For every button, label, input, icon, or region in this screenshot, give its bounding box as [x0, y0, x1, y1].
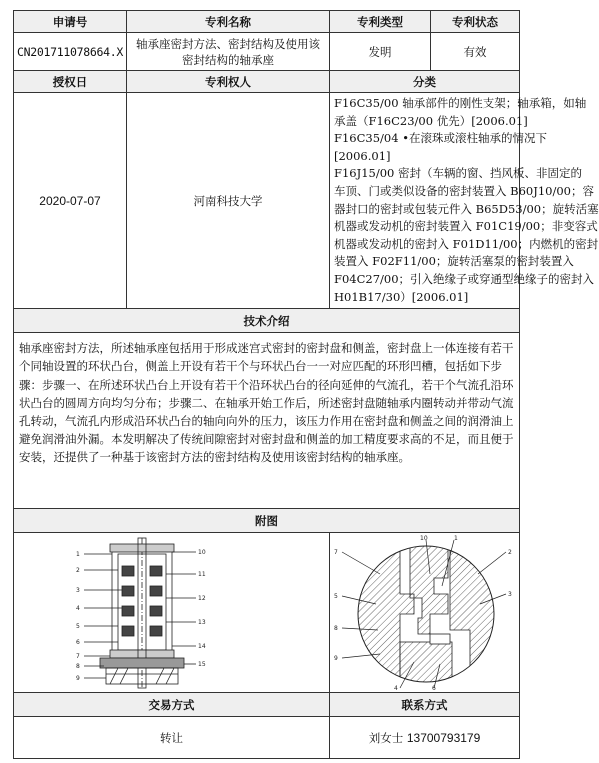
- patent-type-header: 专利类型: [330, 11, 431, 33]
- classification-line: F16C35/04 •在滚珠或滚柱轴承的情况下: [334, 131, 547, 146]
- figure-label: 3: [76, 586, 80, 594]
- trade-method-value: 转让: [14, 717, 330, 759]
- classification-line: 承盖（F16C23/00 优先）[2006.01]: [334, 113, 528, 128]
- grant-date-header: 授权日: [14, 71, 127, 93]
- figures-header: 附图: [14, 509, 520, 533]
- patent-name-header: 专利名称: [127, 11, 330, 33]
- contact-value: [330, 717, 520, 759]
- figure-label: 7: [334, 548, 338, 556]
- classification-line: 机器或发动机的密封装置入 F01C19/00；非变容式: [334, 219, 598, 234]
- intro-text: 轴承座密封方法，所述轴承座包括用于形成迷宫式密封的密封盘和侧盖，密封盘上一体连接有若干个同轴设置的环状凸台，侧盖上开设有若干个与环状凸台一一对应匹配的环形凹槽，包括如下步骤：步骤一、在所述环状凸台上开设有若干个沿环状凸台的径向延伸的气流孔，若干个气流孔沿环状凸台的圆周方向均匀分布；步骤二、在轴承开始工作后，所述密封盘随轴承内圈转动并带动气流孔转动，气流孔内形成沿环状凸台的轴向向外的压力，该压力作用在密封盘和侧盖之间的润滑油上避免润滑油外漏。本发明解决了传统间隙密封对密封盘和侧盖的加工精度要求高的不足，而且便于安装，还提供了一种基于该密封方法的密封结构及使用该密封结构的轴承座。: [14, 333, 520, 509]
- figure-label: 14: [198, 642, 206, 650]
- classification-line: 机器或发动机的密封入 F01D11/00；内燃机的密封: [334, 236, 599, 251]
- classification-line: 装置入 F02F11/00；旋转活塞泵的密封装置入: [334, 254, 574, 269]
- patent-sheet: [13, 10, 599, 753]
- contact-name: 刘女士: [368, 730, 404, 745]
- figure-label: 6: [76, 638, 80, 646]
- figure-label: 9: [76, 674, 80, 682]
- figure-label: 12: [198, 594, 206, 602]
- figure-label: 5: [76, 622, 80, 630]
- figure-label: 5: [334, 592, 338, 600]
- grant-date-value: 2020-07-07: [14, 93, 127, 309]
- figure-label: 4: [76, 604, 80, 612]
- patent-name-value: 轴承座密封方法、密封结构及使用该密封结构的轴承座: [127, 33, 330, 71]
- app-no-header: 申请号: [14, 11, 127, 33]
- patent-status-value: 有效: [431, 33, 520, 71]
- figure-label: 4: [394, 684, 398, 692]
- classification-header: 分类: [330, 71, 520, 93]
- patent-type-value: 发明: [330, 33, 431, 71]
- owner-value: 河南科技大学: [127, 93, 330, 309]
- figure-label: 15: [198, 660, 206, 668]
- classification-line: 器封口的密封或包装元件入 B65D53/00；旋转活塞: [334, 201, 599, 216]
- classification-list: [330, 93, 599, 309]
- trade-method-header: 交易方式: [14, 693, 330, 717]
- figure-label: 8: [76, 662, 80, 670]
- figure-label: 11: [198, 570, 206, 578]
- bearing-housing-drawing: [14, 534, 266, 692]
- seal-detail-drawing: [330, 534, 520, 692]
- figure-label: 8: [334, 624, 338, 632]
- figure-label: 6: [432, 684, 436, 692]
- figure-right-cell: [330, 533, 520, 693]
- figure-label: 1: [454, 534, 458, 542]
- classification-line: 车顶、门或类似设备的密封装置入 B60J10/00；容: [334, 183, 594, 198]
- patent-table: [13, 10, 599, 759]
- figure-label: 10: [420, 534, 428, 542]
- classification-line: F16C35/00 轴承部件的刚性支架；轴承箱，如轴: [334, 96, 587, 110]
- figure-label: 1: [76, 550, 80, 558]
- figure-label: 10: [198, 548, 206, 556]
- figure-label: 2: [508, 548, 512, 556]
- figure-label: 3: [508, 590, 512, 598]
- classification-line: F04C27/00；引入绝缘子或穿通型绝缘子的密封入: [334, 271, 595, 286]
- figure-left-cell: [14, 533, 330, 693]
- classification-line: F16J15/00 密封（车辆的窗、挡风板、非固定的: [334, 166, 583, 181]
- figure-label: 13: [198, 618, 206, 626]
- classification-line: H01B17/30）[2006.01]: [334, 289, 469, 304]
- figure-label: 7: [76, 652, 80, 660]
- intro-header: 技术介绍: [14, 309, 520, 333]
- app-no-value: CN201711078664.X: [14, 33, 127, 71]
- figure-label: 9: [334, 654, 338, 662]
- patent-status-header: 专利状态: [431, 11, 520, 33]
- owner-header: 专利权人: [127, 71, 330, 93]
- contact-header: 联系方式: [330, 693, 520, 717]
- contact-phone: 13700793179: [406, 730, 481, 745]
- figure-label: 2: [76, 566, 80, 574]
- classification-line: [2006.01]: [334, 148, 391, 163]
